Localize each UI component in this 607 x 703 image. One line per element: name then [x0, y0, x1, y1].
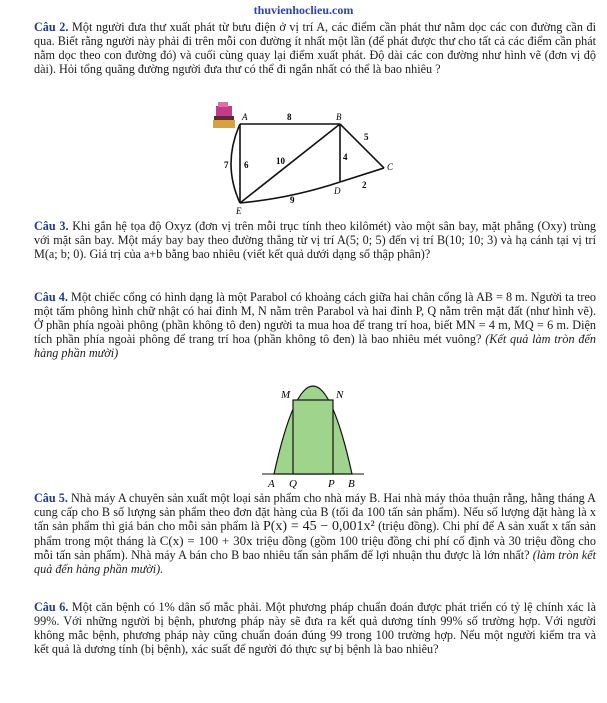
edge-AE-curve [231, 124, 240, 203]
vertex-label: B [336, 112, 342, 122]
price-formula: P(x) = 45 − 0,001x² [262, 519, 375, 534]
vertex-label: A [242, 112, 248, 122]
question-text: Nhà máy A chuyên sản xuất một loại sản phẩm cho nhà máy B. Hai nhà máy thỏa thuận rằng, hằng tháng A cung cấp cho B số lượng sản phẩm theo đơn đặt hàng của B (tối đa 100 tấn sản phẩm). Nếu số lượng đặt hàng là x tấn sản phẩm thì giá bán cho mỗi sản phẩm là [34, 491, 596, 533]
vertex-label: C [387, 162, 394, 172]
edge-label: 4 [343, 152, 348, 162]
question-5 [34, 491, 596, 576]
question-label: Câu 2. [34, 20, 69, 34]
edge-label: 2 [362, 180, 367, 190]
post-office-icon [213, 102, 235, 128]
edge-label: 5 [364, 132, 369, 142]
question-label: Câu 5. [34, 491, 68, 505]
point-label: Q [289, 478, 297, 490]
question-6 [34, 600, 596, 656]
point-label: B [348, 478, 355, 490]
edge-label: 9 [290, 195, 295, 205]
question-label: Câu 6. [34, 600, 69, 614]
banner-rectangle [293, 400, 333, 474]
edge-label: 7 [224, 160, 229, 170]
vertex-label: E [236, 206, 242, 216]
route-graph [212, 100, 412, 218]
point-label: P [328, 478, 335, 490]
point-label: N [336, 389, 344, 401]
question-2 [34, 20, 596, 76]
parabola-gate-figure [256, 384, 370, 490]
question-text: Một người đưa thư xuất phát từ bưu điện ở vị trí A, các điểm cần phát thư nằm dọc các con đường cần đi qua. Biết rằng người này phải đi trên mỗi con đường ít nhất một lần (để phát được thư cho tất cả các điểm cần phát nằm dọc theo con đường đó) và cuối cùng quay lại điểm xuất phát. Độ dài các con đường như hình vẽ (đơn vị độ dài). Hỏi tổng quãng đường người đưa thư có thể đi ngắn nhất có thể là bao nhiêu ? [34, 20, 596, 76]
question-text: Khi gắn hệ tọa độ Oxyz (đơn vị trên mỗi trục tính theo kilômét) vào một sân bay, mặt phẳng (Oxy) trùng với mặt sân bay. Một máy bay bay theo đường thẳng từ vị trí A(5; 0; 5) đến vị trí B(10; 10; 3) và hạ cánh tại vị trí M(a; b; 0). Giá trị của a+b bằng bao nhiêu (viết kết quả dưới dạng số thập phân)? [34, 219, 597, 261]
edge-EB [240, 124, 340, 203]
question-text: Một chiếc cổng có hình dạng là một Parabol có khoảng cách giữa hai chân cổng là AB = 8 m. Người ta treo một tấm phông hình chữ nhật có hai đỉnh M, N nằm trên Parabol và hai đỉnh P, Q nằm trên mặt đất (như hình vẽ). Ở phần phía ngoài phông (phần không tô đen) người ta mua hoa để trang trí hoa, biết MN = 4 m, MQ = 6 m. Diện tích phần phía ngoài phông để trang trí hoa (phần không tô đen) là bao nhiêu mét vuông? [34, 290, 596, 346]
site-header: thuvienhoclieu.com [253, 3, 354, 17]
question-note: (Kết quả làm tròn đến hàng phần mười) [34, 332, 596, 360]
question-text: (triệu đồng). Chi phí để A sản xuất x tấn sản phẩm trong một tháng là [34, 519, 596, 548]
question-text: triệu đồng (gồm 100 triệu đồng chi phí cố định và 30 triệu đồng cho mỗi tấn sản phẩm). Nhà máy A bán cho B bao nhiêu tấn sản phẩm để lợi nhuận thu được là lớn nhất? [34, 534, 596, 562]
edge-label: 8 [287, 112, 292, 122]
question-note: (làm tròn kết quả đến hàng phần mười). [34, 548, 596, 576]
question-label: Câu 3. [34, 219, 69, 233]
point-label: A [268, 478, 275, 490]
question-label: Câu 4. [34, 290, 68, 304]
edge-label: 10 [276, 156, 285, 166]
question-4 [34, 290, 596, 360]
question-3 [34, 219, 596, 261]
edge-label: 6 [244, 160, 249, 170]
vertex-label: D [334, 186, 341, 196]
point-label: M [281, 389, 291, 401]
question-text: Một căn bệnh có 1% dân số mắc phải. Một phương pháp chuẩn đoán được phát triển có tỷ lệ chính xác là 99%. Với những người bị bệnh, phương pháp này sẽ đưa ra kết quả dương tính 99% số trường hợp. Với người không mắc bệnh, phương pháp này cũng chuẩn đoán đúng 99 trong 100 trường hợp. Nếu một người kiểm tra và kết quả là dương tính (bị bệnh), xác suất để người đó thực sự bị bệnh là bao nhiêu? [34, 600, 596, 656]
cost-formula: C(x) = 100 + 30x [159, 533, 253, 548]
